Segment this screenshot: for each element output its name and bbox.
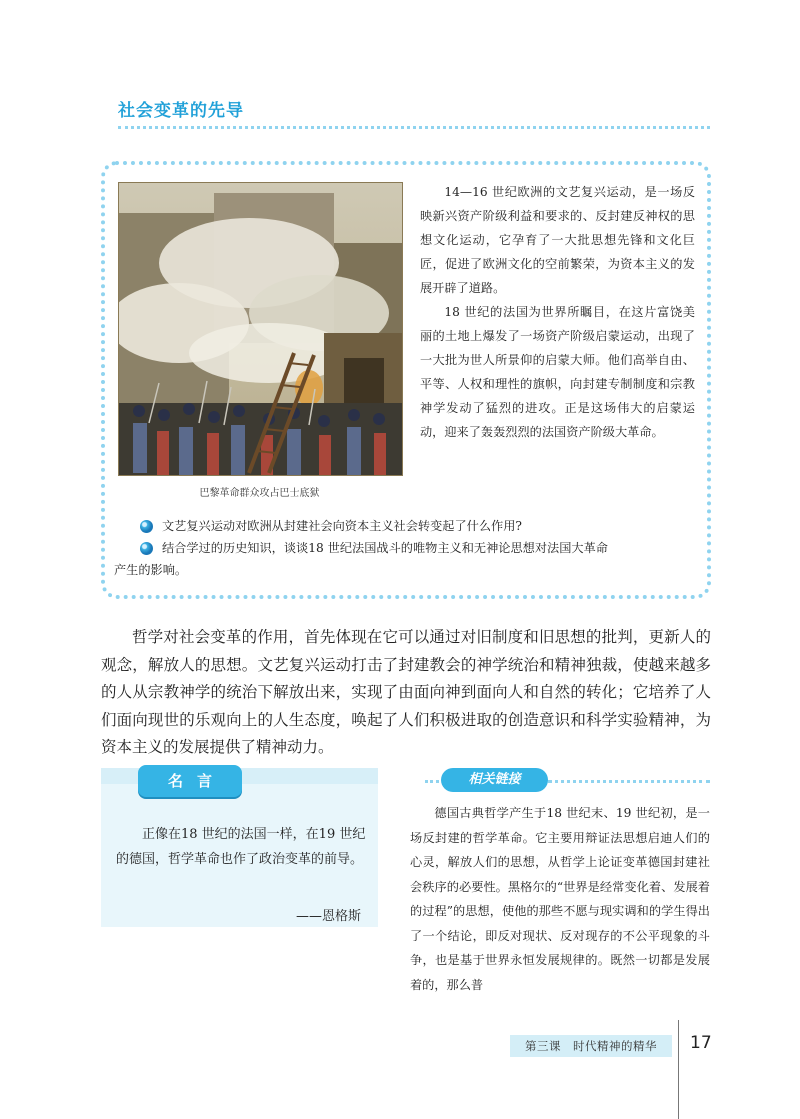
title-divider — [118, 126, 710, 129]
question-bullet-icon — [140, 542, 153, 555]
frame-paragraph: 18 世纪的法国为世界所瞩目，在这片富饶美丽的土地上爆发了一场资产阶级启蒙运动，出现了一大批为世人所景仰的启蒙大师。他们高举自由、平等、人权和理性的旗帜，向封建专制制度和宗教神学发动了猛烈的进攻。正是这场伟大的启蒙运动，迎来了轰轰烈烈的法国资产阶级大革命。 — [420, 305, 695, 439]
painting-caption: 巴黎革命群众攻占巴士底狱 — [199, 488, 320, 499]
question-text: 文艺复兴运动对欧洲从封建社会向资本主义社会转变起了什么作用? — [162, 519, 522, 533]
quote-body — [116, 822, 366, 872]
quote-tab: 名言 — [138, 765, 242, 797]
page-number: 17 — [690, 1033, 712, 1053]
quote-text: 正像在18 世纪的法国一样，在19 世纪的德国，哲学革命也作了政治变革的前导。 — [116, 827, 366, 867]
lesson-label: 第三课 时代精神的精华 — [525, 1039, 657, 1053]
related-divider — [548, 780, 710, 783]
footer-divider — [678, 1020, 679, 1119]
quote-author: ——恩格斯 — [295, 909, 361, 924]
frame-paragraph: 14—16 世纪欧洲的文艺复兴运动，是一场反映新兴资产阶级利益和要求的、反封建反神权的思想文化运动，它孕育了一大批思想先锋和文化巨匠，促进了欧洲文化的空前繁荣，为资本主义的发展开辟了道路。 — [420, 185, 695, 295]
question-item — [140, 537, 700, 559]
frame-text — [420, 180, 695, 444]
question-bullet-icon — [140, 520, 153, 533]
related-text — [410, 801, 710, 997]
main-paragraph: 哲学对社会变革的作用，首先体现在它可以通过对旧制度和旧思想的批判，更新人的观念，解放人的思想。文艺复兴运动打击了封建教会的神学统治和精神独裁，使越来越多的人从宗教神学的统治下解放出来，实现了由面向神到面向人和自然的转化；它培养了人们面向现世的乐观向上的人生态度，唤起了人们积极进取的创造意识和科学实验精神，为资本主义的发展提供了精神动力。 — [101, 628, 711, 756]
related-divider — [425, 780, 439, 783]
painting-image — [118, 182, 403, 476]
related-link-tab: 相关链接 — [441, 768, 548, 792]
main-text — [101, 624, 711, 762]
question-continuation: 产生的影响。 — [114, 563, 188, 577]
section-title: 社会变革的先导 — [118, 101, 244, 121]
question-text: 结合学过的历史知识，谈谈18 世纪法国战斗的唯物主义和无神论思想对法国大革命 — [162, 541, 608, 555]
related-paragraph: 德国古典哲学产生于18 世纪末、19 世纪初，是一场反封建的哲学革命。它主要用辩证法思想启迪人们的心灵，解放人们的思想，从哲学上论证变革德国封建社会秩序的必要性。黑格尔的“世界是经常变化着、发展着的过程”的思想，使他的那些不愿与现实调和的学生得出了一个结论，即反对现状、反对现存的不公平现象的斗争，也是基于世界永恒发展规律的。既然一切都是发展着的，那么普 — [410, 806, 710, 992]
question-list — [114, 515, 700, 581]
question-item — [140, 515, 700, 537]
